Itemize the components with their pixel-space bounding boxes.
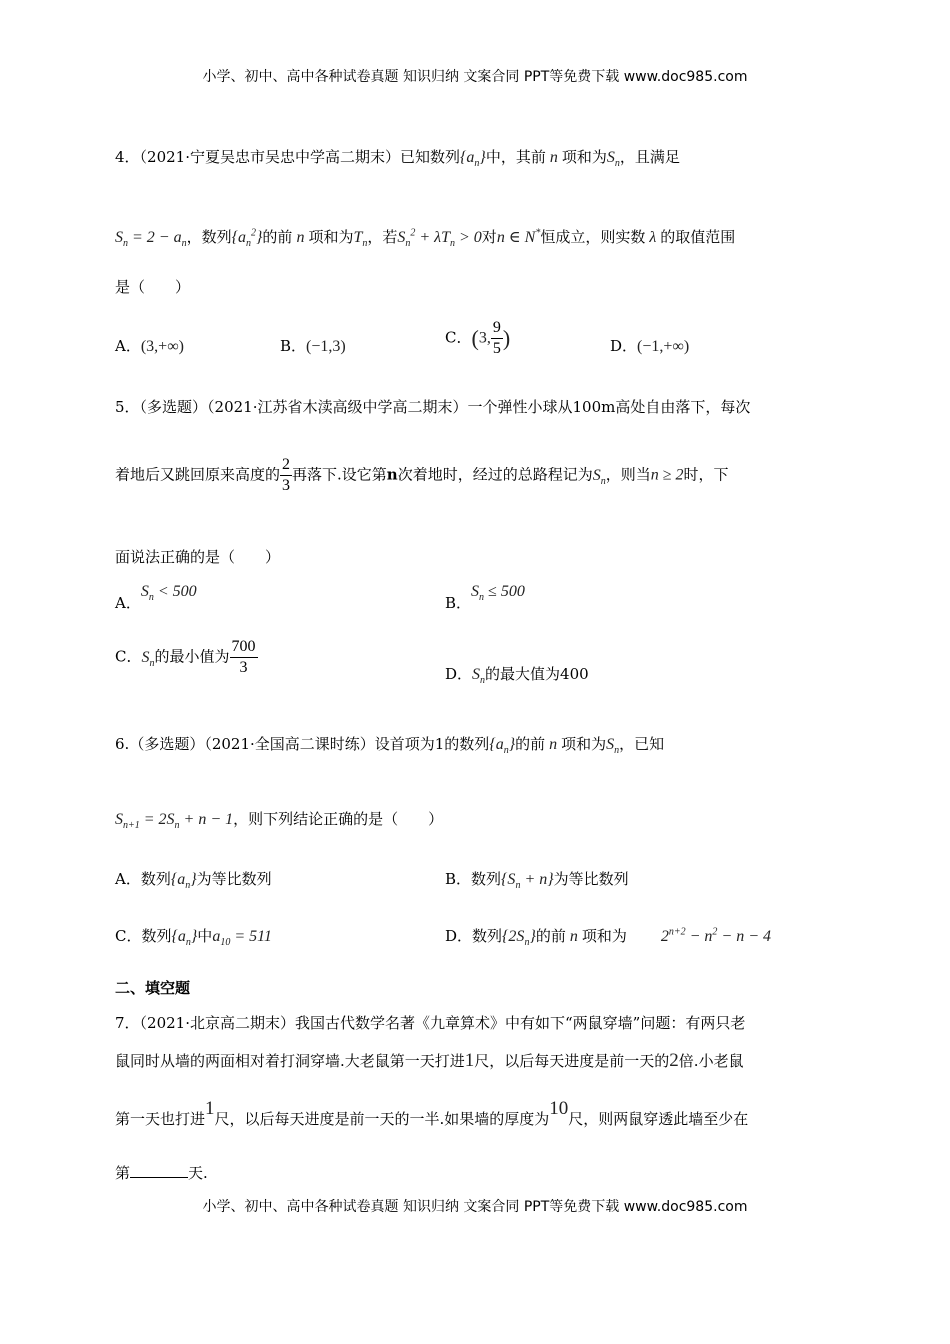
q5-line-1: 5．（多选题）（2021·江苏省木渎高级中学高二期末）一个弹性小球从100m高处自由落下，每次 — [115, 398, 751, 416]
q5-option-a: A．$S_n < 500$ — [115, 583, 197, 612]
q5-line-3: 面说法正确的是（ ） — [115, 548, 281, 566]
q7-line-3: 第一天也打进1尺，以后每天进度是前一天的一半.如果墙的厚度为10尺，则两鼠穿透此墙至少在 — [115, 1098, 749, 1128]
q7-line-4: 第 天. — [115, 1164, 208, 1182]
q6-option-c: C．数列$\{a_n\}$中$a_{10} = 511$ — [115, 927, 272, 949]
q4-line-3: 是（ ） — [115, 278, 191, 296]
q4-option-a: A．(3,+∞) — [115, 337, 184, 355]
q4-option-b: B．(−1,3) — [280, 337, 346, 355]
q6-option-a: A．数列$\{a_n\}$为等比数列 — [115, 870, 272, 892]
q4-option-c: C．(3, $\frac{9}{5}$ ) — [445, 319, 511, 357]
q6-option-d: D．数列$\{2S_n\}$的前 n 项和为 $2^{n+2} - n^2 - n - 4$ — [445, 926, 772, 949]
answer-blank — [130, 1163, 188, 1178]
q5-option-c: C．$S_n$的最小值为 $\frac{700}{3}$ — [115, 638, 256, 676]
q4-line-1: 4．（2021·宁夏吴忠市吴忠中学高二期末）已知数列$\{a_n\}$中，其前 n 项和为$S_n$，且满足 — [115, 148, 680, 170]
q6-line-2: $S_{n+1} = 2S_n + n - 1$，则下列结论正确的是（ ） — [115, 810, 444, 832]
q7-line-1: 7．（2021·北京高二期末）我国古代数学名著《九章算术》中有如下“两鼠穿墙”问题：有两只老 — [115, 1014, 746, 1032]
q6-line-1: 6.（多选题）（2021·全国高二课时练）设首项为1的数列$\{a_n\}$的前 n 项和为$S_n$，已知 — [115, 735, 665, 757]
q6-option-b: B．数列$\{S_n + n\}$为等比数列 — [445, 870, 629, 892]
section-title-fill-in: 二、填空题 — [115, 979, 191, 997]
q4-line-2: $S_n = 2 - a_n$，数列$\{a_n^2\}$的前 n 项和为$T_n$，若$S_n^2 + \lambda T_n > 0$对n ∈ N*恒成立，则实数 λ 的取值范围 — [115, 227, 736, 250]
q5-option-b: B．$S_n \le 500$ — [445, 583, 525, 612]
q5-line-2: 着地后又跳回原来高度的 $\frac{2}{3}$ 再落下.设它第n次着地时，经过的总路程记为$S_n$，则当n ≥ 2时，下 — [115, 456, 729, 494]
page-footer: 小学、初中、高中各种试卷真题 知识归纳 文案合同 PPT等免费下载 www.doc985.com — [202, 1199, 748, 1215]
q4-option-d: D．(−1,+∞) — [610, 337, 690, 355]
page-header: 小学、初中、高中各种试卷真题 知识归纳 文案合同 PPT等免费下载 www.doc985.com — [202, 69, 748, 85]
q7-line-2: 鼠同时从墙的两面相对着打洞穿墙.大老鼠第一天打进1尺，以后每天进度是前一天的2倍.小老鼠 — [115, 1050, 744, 1071]
q5-option-d: D．$S_n$的最大值为400 — [445, 665, 589, 687]
